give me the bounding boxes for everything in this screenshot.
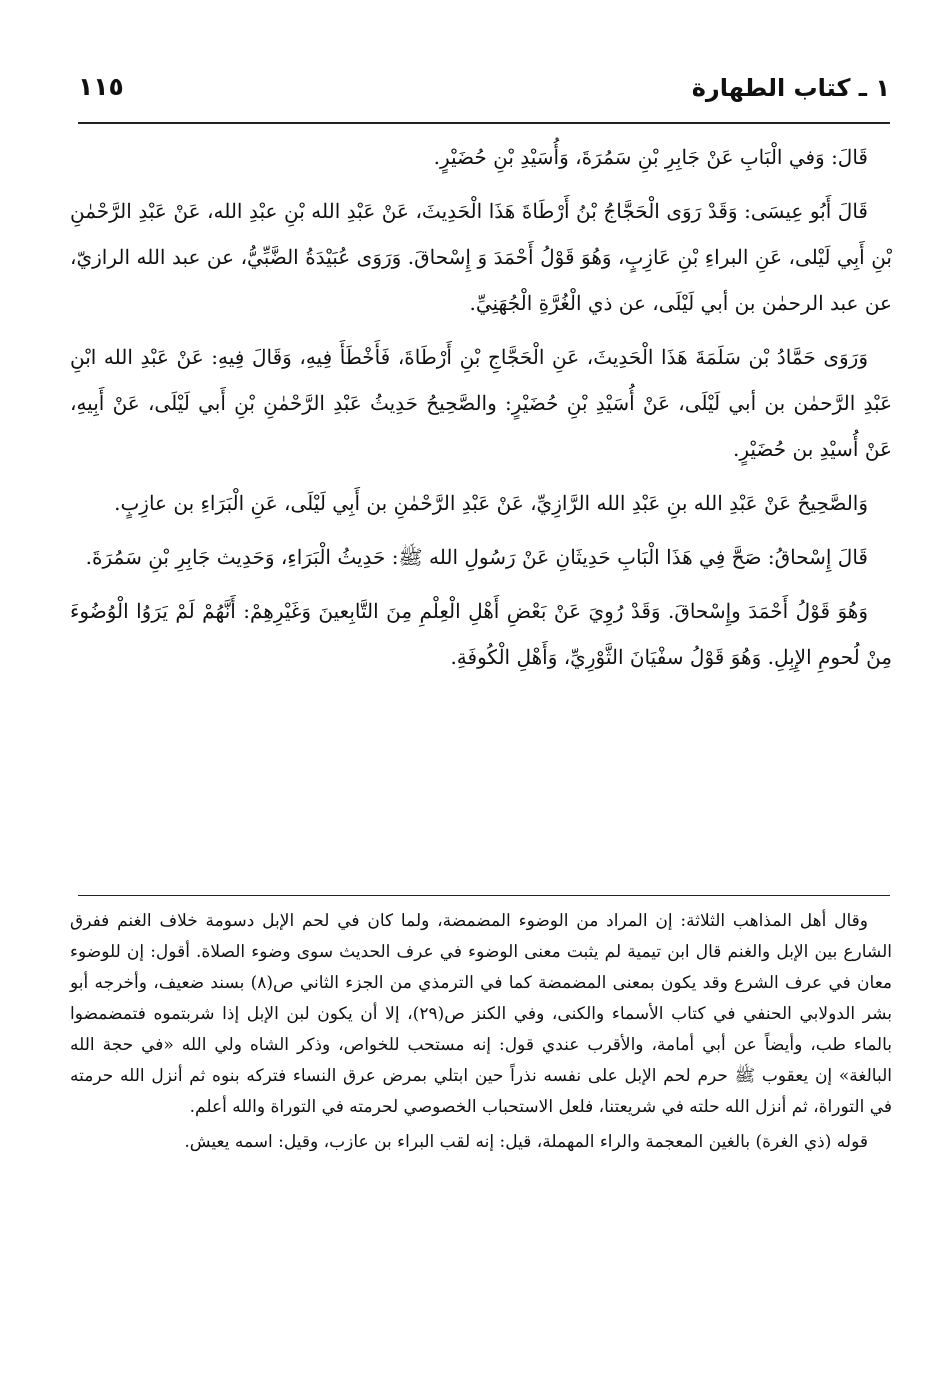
body-paragraph: وَرَوَى حَمَّادُ بْن سَلَمَةَ هَذَا الْحَدِيثَ، عَنِ الْحَجَّاجِ بْنِ أَرْطَاةَ، فَأَخْطَأَ فِيهِ، وَقَالَ فِيهِ: عَنْ عَبْدِ الله ابْنِ عَبْدِ الرَّحمٰن بن أبي لَيْلَى، عَنْ أُسَيْدِ بْنِ حُضَيْرٍ: والصَّحِيحُ حَدِيثُ عَبْدِ الرَّحْمٰنِ بْنِ أَبي لَيْلَى، عَنْ أَبِيهِ، عَنْ أُسيْدِ بن حُضَيْرٍ.	[70, 345, 892, 461]
footnote-paragraph: قوله (ذي الغرة) بالغين المعجمة والراء المهملة، قيل: إنه لقب البراء بن عازب، وقيل: اسمه يعيش.	[184, 1132, 868, 1152]
header-divider	[78, 122, 890, 124]
footnotes	[70, 906, 892, 1162]
footnote-paragraph: وقال أهل المذاهب الثلاثة: إن المراد من الوضوء المضمضة، ولما كان في لحم الإبل دسومة خلاف الغنم ففرق الشارع بين الإبل والغنم قال ابن تيمية لم يثبت معنى الوضوء في عرف الحديث سوى وضوء الصلاة. أقول: إن للوضوء معان في عرف الشرع وقد يكون بمعنى المضمضة كما في الترمذي من الجزء الثاني ص(٨) بسند ضعيف، وأخرجه أبو بشر الدولابي الحنفي في كتاب الأسماء والكنى، وفي الكنز ص(٢٩)، إلا أن يكون لبن الإبل إذا شربتموه فتمضمضوا بالماء طب، وأيضاً عن أبي أمامة، والأقرب عندي قول: إنه مستحب للخواص، وذكر الشاه ولي الله «في حجة الله البالغة» إن يعقوب ﷺ حرم لحم الإبل على نفسه نذراً حين ابتلي بمرض عرق النساء فتركه بنوه ثم أنزل الله حرمته في التوراة، ثم أنزل الله حلته في شريعتنا، فلعل الاستحباب الخصوصي لحرمته في التوراة والله أعلم.	[70, 911, 893, 1117]
body-paragraph: وَالصَّحِيحُ عَنْ عَبْدِ الله بنِ عَبْدِ الله الرَّازِيِّ، عَنْ عَبْدِ الرَّحْمٰنِ بن أَبِي لَيْلَى، عَنِ الْبَرَاءِ بن عازِبٍ.	[114, 491, 868, 515]
main-text	[70, 134, 892, 688]
body-paragraph: قَالَ أَبُو عِيسَى: وَقَدْ رَوَى الْحَجَّاجُ بْنُ أَرْطَاةَ هَذَا الْحَدِيثَ، عَنْ عَبْدِ الله بْنِ عبْدِ الله، عَنْ عَبْدِ الرَّحْمٰنِ بْنِ أَبِي لَيْلى، عَنِ البراءِ بْنِ عَازِبٍ، وَهُوَ قَوْلُ أَحْمَدَ وَ إِسْحاقَ. وَرَوَى عُبَيْدَةُ الضَّبِّيُّ، عن عبد الله الرازيّ، عن عبد الرحمٰن بن أبي لَيْلَى، عن ذي الْغُرَّةِ الْجُهَنِيِّ.	[70, 199, 892, 315]
body-paragraph: وَهُوَ قَوْلُ أَحْمَدَ وإِسْحاقَ. وَقَدْ رُوِيَ عَنْ بَعْضِ أَهْلِ الْعِلْمِ مِنَ التَّابِعينَ وَغَيْرِهِمْ: أَنَّهُمْ لَمْ يَرَوُا الْوُضُوءَ مِنْ لُحومِ الإِبِلِ. وَهُوَ قَوْلُ سفْيَانَ الثَّوْرِيِّ، وَأَهْلِ الْكُوفَةِ.	[70, 599, 892, 669]
page-number: ١١٥	[78, 72, 124, 101]
body-paragraph: قَالَ إِسْحاقُ: صَحَّ فِي هَذَا الْبَابِ حَدِيثَانِ عَنْ رَسُولِ الله ﷺ: حَدِيثُ الْبَرَاءِ، وَحَدِيث جَابِرِ بْنِ سَمُرَةَ.	[85, 545, 868, 569]
footnote-divider	[78, 895, 890, 896]
page-header	[78, 64, 890, 116]
chapter-title: ١ ـ كتاب الطهارة	[691, 74, 890, 102]
body-paragraph: قَالَ: وَفي الْبَابِ عَنْ جَابِرِ بْنِ سَمُرَةَ، وَأُسَيْدِ بْنِ حُضَيْرٍ.	[433, 145, 868, 169]
